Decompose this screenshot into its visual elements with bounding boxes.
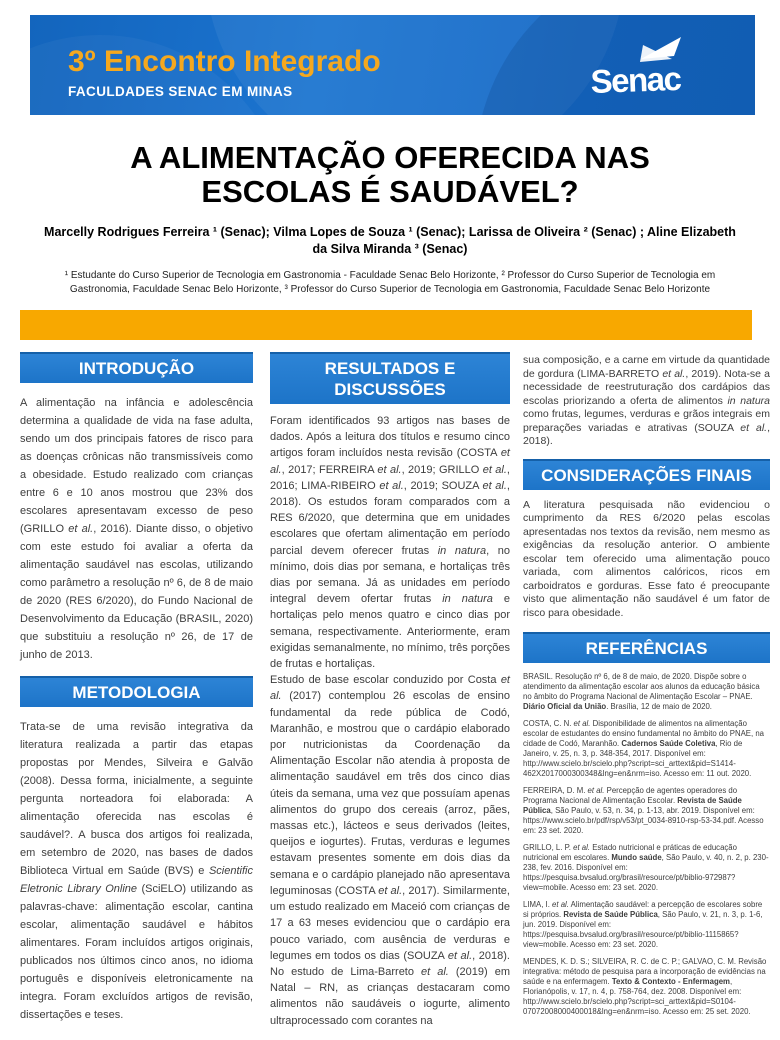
reference-item: COSTA, C. N. et al. Disponibilidade de alimentos na alimentação escolar de estudantes do ensino fundamental no âmbito do PNAE, na cidade de Codó, Maranhão. Cadernos Saúde Coletiva, Rio de Janeiro, v. 25, n. 3, p. 348-354, 2017. Disponível em: http://www.scielo.br/scielo.php?script=sci_arttext&pid=S1414-462X2017000300348&lng=en&nrm=iso. Acesso em: 11 out. 2020. <box>523 719 764 778</box>
reference-item: LIMA, I. et al. Alimentação saudável: a percepção de escolares sobre si próprios. Revista de Saúde Pública, São Paulo, v. 21, n. 3, p. 1-6, jun. 2019. Disponível em: https://pesquisa.bvsalud.org/brasil/resource/pt/biblio-1115865?view=mobile. Acesso em: 23 set. 2020. <box>523 900 763 949</box>
section-heading-resultados: RESULTADOS E DISCUSSÕES <box>270 352 510 404</box>
poster-title-line1: A ALIMENTAÇÃO OFERECIDA NAS <box>130 140 650 175</box>
paragraph: A literatura pesquisada não evidenciou o cumprimento da RES 6/2020 pelas escolas apresentadas nos textos da revisão, nem mesmo as exigências da resolução anterior. O ambiente escolar tem oferecido uma alimentação pouco variada, com alimentos calóricos, ricos em carboidratos e gorduras. Esse fato é preocupante visto que alimentação não saudável é um fator de risco para obesidade. <box>523 498 770 619</box>
senac-logo-text: Senac <box>589 59 681 100</box>
affiliations-line: ¹ Estudante do Curso Superior de Tecnologia em Gastronomia - Faculdade Senac Belo Horizonte, ² Professor do Curso Superior de Tecnologia em Gastronomia, Faculdade Senac Belo Horizonte, ³ Professor do Curso Superior de Tecnologia em Gastronomia, Faculdade Senac Belo Horizonte <box>64 270 716 295</box>
paragraph: A alimentação na infância e adolescência determina a qualidade de vida na fase adulta, sendo um dos principais fatores de risco para as doenças crônicas não transmissíveis como a obesidade. Estudo realizado com crianças entre 6 e 10 anos mostrou que 23% dos escolares apresentavam excesso de peso (GRILLO et al., 2016). Diante disso, o objetivo com este estudo foi avaliar a oferta da alimentação saudável nas escolas, utilizando como parâmetro a resolução nº 6, de 8 de maio de 2020 (RES 6/2020), do Fundo Nacional de Desenvolvimento da Educação (BRASIL, 2020) que substituiu a resolução nº 26, de 17 de junho de 2013. <box>20 397 254 661</box>
paragraph: sua composição, e a carne em virtude da quantidade de gordura (LIMA-BARRETO et al., 2019). Nota-se a necessidade de reestruturação dos cardápios das escolas priorizando a oferta de alimentos in natura como frutas, legumes, verduras e grãos integrais em preparações variadas e atrativas (SOUZA et al., 2018). <box>523 354 770 447</box>
column-middle <box>270 352 510 1029</box>
section-heading-referencias: REFERÊNCIAS <box>523 632 770 663</box>
reference-item: GRILLO, L. P. et al. Estado nutricional e práticas de educação nutricional em escolares. Mundo saúde, São Paulo, v. 40, n. 2, p. 230-238, fev. 2016. Disponível em: https://pesquisa.bvsalud.org/brasil/resource/pt/biblio-972987?view=mobile. Acesso em: 23 set. 2020. <box>523 843 769 892</box>
event-banner <box>30 15 755 115</box>
section-heading-consideracoes: CONSIDERAÇÕES FINAIS <box>523 459 770 490</box>
consideracoes-body <box>523 499 770 621</box>
poster-title <box>70 141 710 209</box>
event-subtitle: FACULDADES SENAC EM MINAS <box>68 84 293 99</box>
section-heading-introducao: INTRODUÇÃO <box>20 352 253 383</box>
resultados-body <box>270 413 510 1029</box>
authors-line: Marcelly Rodrigues Ferreira ¹ (Senac); Vilma Lopes de Souza ¹ (Senac); Larissa de Oliveira ² (Senac) ; Aline Elizabeth da Silva Miranda ³ (Senac) <box>44 225 736 256</box>
sail-icon <box>640 37 681 62</box>
reference-item: BRASIL. Resolução nº 6, de 8 de maio, de 2020. Dispõe sobre o atendimento da alimentação escolar aos alunos da educação básica no âmbito do Programa Nacional de Alimentação Escolar – PNAE. Diário Oficial da União. Brasília, 12 de maio de 2020. <box>523 672 760 711</box>
column-right <box>523 352 770 1024</box>
resultados-continuation-body <box>523 354 770 449</box>
column-left <box>20 352 253 1024</box>
poster-columns <box>20 352 770 1029</box>
event-title: 3º Encontro Integrado <box>68 45 381 78</box>
poster-title-line2: ESCOLAS É SAUDÁVEL? <box>201 174 579 209</box>
references-list <box>523 672 770 1017</box>
paragraph: Trata-se de uma revisão integrativa da literatura realizada a partir das etapas propostas por Mendes, Silveira e Galvão (2008). Dessa forma, inicialmente, a seguinte pergunta norteadora foi elaborada: A alimentação oferecida nas escolas é saudável?. A busca dos artigos foi realizada, em setembro de 2020, nas bases de dados Biblioteca Virtual em Saúde (BVS) e Scientific Eletronic Library Online (SciELO) utilizando as palavras-chave: alimentação escolar, cantina escolar, alimentação saudável e hábitos alimentares. Foram incluídos artigos originais, publicados nos últimos cinco anos, no idioma português e disponíveis eletronicamente na integra. Foram excluídos artigos de revisão, dissertações e teses. <box>20 721 253 1021</box>
introducao-body <box>20 394 253 664</box>
reference-item: FERREIRA, D. M. et al. Percepção de agentes operadores do Programa Nacional de Alimentação Escolar. Revista de Saúde Pública, São Paulo, v. 53, n. 34, p. 1-13, abr. 2019. Disponível em: https://www.scielo.br/pdf/rsp/v53/pt_0034-8910-rsp-53-34.pdf. Acesso em: 23 set. 2020. <box>523 786 764 835</box>
event-banner-text <box>68 45 381 99</box>
section-heading-metodologia: METODOLOGIA <box>20 676 253 707</box>
metodologia-body <box>20 718 253 1024</box>
paragraph: Estudo de base escolar conduzido por Costa et al. (2017) contemplou 26 escolas de ensino fundamental da rede pública de Codó, Maranhão, e mostrou que o cardápio elaborado por nutricionistas da Coordenação da Alimentação Escolar não atendia à proposta de alimentação saudável em três dos cinco dias úteis da semana, uma vez que possuíam apenas alimentos do grupo dos cereais (arroz, pães, massas etc.), lácteos e seus derivados (leites, queijos e iogurtes). Frutas, verduras e legumes estavam presentes somente em dois dias da semana e o cardápio planejado não apresentava leguminosas (COSTA et al., 2017). Similarmente, um estudo realizado em Maceió com crianças de 17 a 63 meses evidenciou que o cardápio era pouco variado, com ausência de verduras e legumes em todos os dias (SOUZA et al., 2018). No estudo de Lima-Barreto et al. (2019) em Natal – RN, as crianças destacaram como alimentos não saudáveis o iogurte, alimento ultraprocessado com corantes na <box>270 674 510 1027</box>
reference-item: MENDES, K. D. S.; SILVEIRA, R. C. de C. P.; GALVAO, C. M. Revisão integrativa: método de pesquisa para a incorporação de evidências na saúde e na enfermagem. Texto & Contexto - Enfermagem, Florianópolis, v. 17, n. 4, p. 758-764, dez. 2008. Disponível em: http://www.scielo.br/scielo.php?script=sci_arttext&pid=S0104-07072008000400018&lng=en&nrm=iso. Acesso em: 25 set. 2020. <box>523 957 767 1016</box>
orange-divider-bar <box>20 310 752 340</box>
paragraph: Foram identificados 93 artigos nas bases de dados. Após a leitura dos títulos e resumo cinco artigos foram incluídos nesta revisão (COSTA et al., 2017; FERREIRA et al., 2019; GRILLO et al., 2016; LIMA-RIBEIRO et al., 2019; SOUZA et al., 2018). Os estudos foram comparados com a RES 6/2020, que determina que em unidades escolares que ofertam alimentação em período parcial devem oferecer frutas in natura, no mínimo, dois dias por semana, e hortaliças três dias por semana. Já as unidades em período integral devem ofertar frutas in natura e hortaliças pelo menos quatro e cinco dias por semana, respectivamente. Anteriormente, eram exigidas semanalmente, no mínimo, três porções de frutas e hortaliças. <box>270 415 511 671</box>
senac-logo <box>577 31 707 103</box>
